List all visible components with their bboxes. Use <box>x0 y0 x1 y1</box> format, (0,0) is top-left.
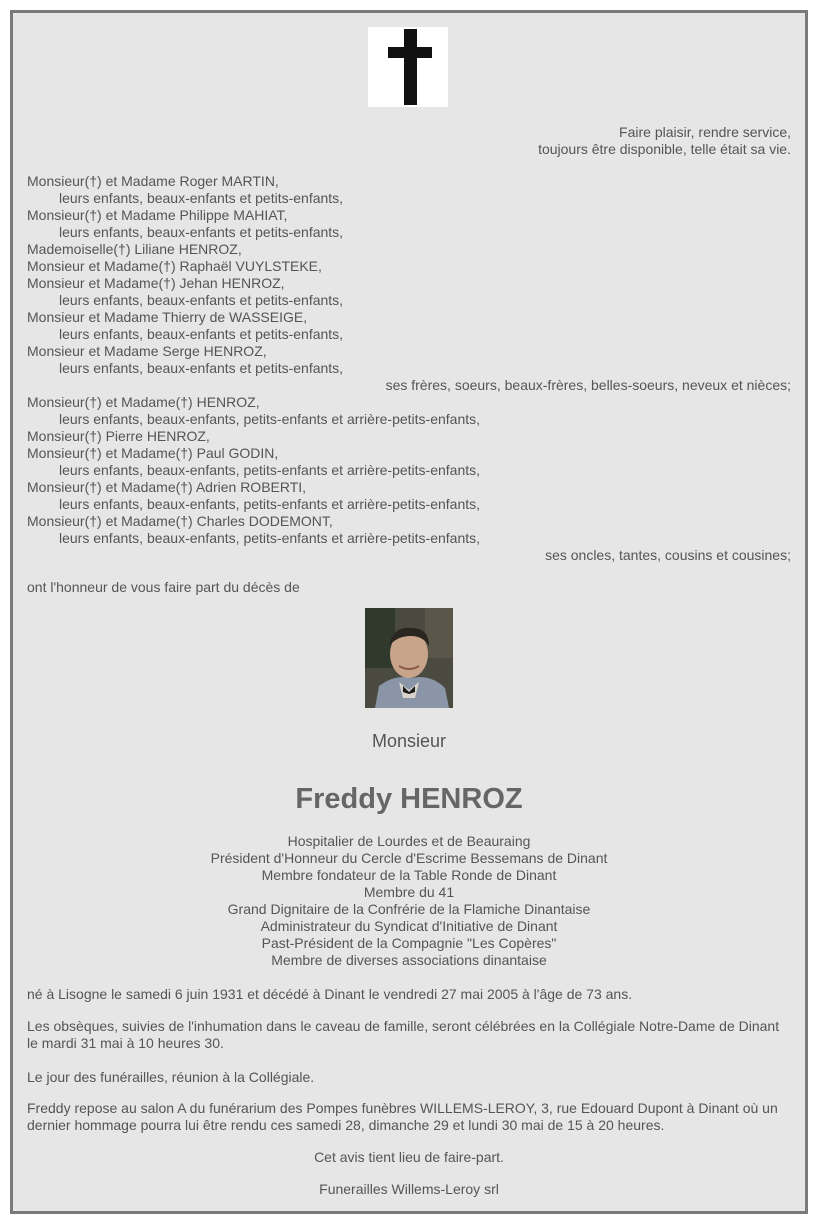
family-line: leurs enfants, beaux-enfants, petits-enfants et arrière-petits-enfants, <box>59 496 481 512</box>
family-line: ses oncles, tantes, cousins et cousines; <box>545 547 791 563</box>
family-line: leurs enfants, beaux-enfants, petits-enfants et arrière-petits-enfants, <box>59 411 481 427</box>
family-line: leurs enfants, beaux-enfants et petits-enfants, <box>59 360 344 376</box>
epigraph-line: Faire plaisir, rendre service, <box>619 124 791 140</box>
family-line: Monsieur(†) Pierre HENROZ, <box>27 428 210 444</box>
epigraph-line: toujours être disponible, telle était sa vie. <box>538 141 791 157</box>
repose-info: Freddy repose au salon A du funérarium des Pompes funèbres WILLEMS-LEROY, 3, rue Edouard Dupont à Dinant où un dernier hommage pourra lui être rendu ces samedi 28, dimanche 29 et lundi 30 mai de 15 à 20 heures. <box>27 1100 778 1133</box>
cross-icon <box>368 27 448 107</box>
family-line: Monsieur(†) et Madame Philippe MAHIAT, <box>27 207 288 223</box>
funeral-info: Les obsèques, suivies de l'inhumation dans le caveau de famille, seront célébrées en la Collégiale Notre-Dame de Dinant le mardi 31 mai à 10 heures 30. <box>27 1018 780 1051</box>
death-notice <box>10 10 808 1214</box>
role-line: Grand Dignitaire de la Confrérie de la Flamiche Dinantaise <box>227 901 591 917</box>
funeral-home-signature: Funerailles Willems-Leroy srl <box>319 1181 499 1197</box>
family-line: leurs enfants, beaux-enfants et petits-enfants, <box>59 190 344 206</box>
family-line: leurs enfants, beaux-enfants et petits-enfants, <box>59 224 344 240</box>
family-line: Monsieur et Madame(†) Jehan HENROZ, <box>27 275 285 291</box>
family-line: Mademoiselle(†) Liliane HENROZ, <box>27 241 242 257</box>
roles-list <box>13 833 805 969</box>
role-line: Hospitalier de Lourdes et de Beauraing <box>287 833 531 849</box>
family-line: Monsieur(†) et Madame(†) Charles DODEMONT, <box>27 513 333 529</box>
role-line: Président d'Honneur du Cercle d'Escrime Bessemans de Dinant <box>210 850 608 866</box>
family-line: Monsieur et Madame Thierry de WASSEIGE, <box>27 309 308 325</box>
family-line: leurs enfants, beaux-enfants, petits-enfants et arrière-petits-enfants, <box>59 530 481 546</box>
family-list <box>27 173 791 564</box>
family-line: Monsieur(†) et Madame(†) Adrien ROBERTI, <box>27 479 307 495</box>
role-line: Membre de diverses associations dinantaise <box>271 952 547 968</box>
role-line: Past-Président de la Compagnie "Les Copères" <box>261 935 557 951</box>
role-line: Membre du 41 <box>363 884 455 900</box>
family-line: ses frères, soeurs, beaux-frères, belles-soeurs, neveux et nièces; <box>385 377 791 393</box>
family-line: leurs enfants, beaux-enfants et petits-enfants, <box>59 326 344 342</box>
role-line: Membre fondateur de la Table Ronde de Dinant <box>261 867 557 883</box>
family-line: Monsieur(†) et Madame(†) Paul GODIN, <box>27 445 279 461</box>
role-line: Administrateur du Syndicat d'Initiative de Dinant <box>260 918 558 934</box>
notice-text: Cet avis tient lieu de faire-part. <box>314 1149 504 1165</box>
family-line: Monsieur(†) et Madame(†) HENROZ, <box>27 394 260 410</box>
reunion-info: Le jour des funérailles, réunion à la Collégiale. <box>27 1069 315 1085</box>
family-line: Monsieur et Madame(†) Raphaël VUYLSTEKE, <box>27 258 322 274</box>
family-line: leurs enfants, beaux-enfants, petits-enfants et arrière-petits-enfants, <box>59 462 481 478</box>
family-line: leurs enfants, beaux-enfants et petits-enfants, <box>59 292 344 308</box>
birth-death-info: né à Lisogne le samedi 6 juin 1931 et décédé à Dinant le vendredi 27 mai 2005 à l'âge de 73 ans. <box>27 986 633 1002</box>
deceased-name: Freddy HENROZ <box>295 783 523 815</box>
family-line: Monsieur(†) et Madame Roger MARTIN, <box>27 173 279 189</box>
family-line: Monsieur et Madame Serge HENROZ, <box>27 343 267 359</box>
portrait-photo <box>365 608 453 708</box>
announcement: ont l'honneur de vous faire part du décès de <box>27 579 300 595</box>
salutation: Monsieur <box>371 731 447 751</box>
epigraph <box>291 124 791 158</box>
